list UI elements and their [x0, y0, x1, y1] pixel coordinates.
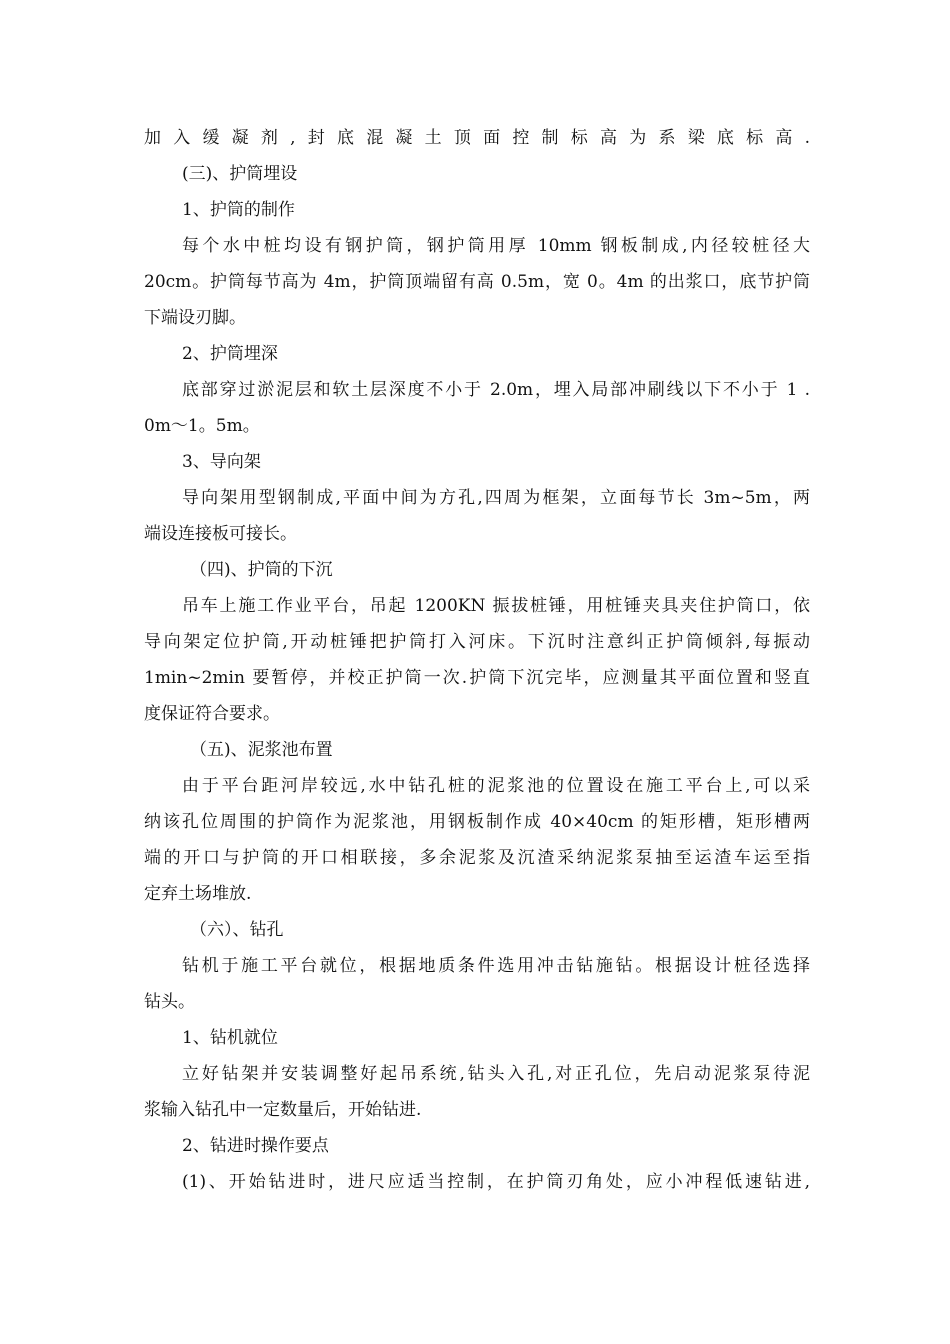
body-text-line: 端的开口与护筒的开口相联接，多余泥浆及沉渣采纳泥浆泵抽至运渣车运至指 — [144, 848, 810, 868]
body-text-line: 下端设刃脚。 — [144, 308, 246, 328]
subsection-heading: 1、钻机就位 — [182, 1028, 278, 1048]
body-text-line: 浆输入钻孔中一定数量后，开始钻进. — [144, 1100, 422, 1120]
body-text-line: 加入缓凝剂,封底混凝土顶面控制标高为系梁底标高. — [144, 128, 810, 148]
body-text-line: 1min~2min 要暂停，并校正护筒一次.护筒下沉完毕，应测量其平面位置和竖直 — [144, 668, 810, 688]
body-text-line: 钻头。 — [144, 992, 195, 1012]
body-text-line: 底部穿过淤泥层和软土层深度不小于 2.0m，埋入局部冲刷线以下不小于 1 . — [182, 380, 810, 400]
body-text-line: 导向架用型钢制成,平面中间为方孔,四周为框架，立面每节长 3m~5m，两 — [182, 488, 810, 508]
section-heading: （五)、泥浆池布置 — [190, 740, 333, 760]
body-text-line: 吊车上施工作业平台，吊起 1200KN 振拔桩锤，用桩锤夹具夹住护筒口，依 — [182, 596, 810, 616]
section-heading: (三)、护筒埋设 — [182, 164, 298, 184]
body-text-line: (1)、开始钻进时，进尺应适当控制，在护筒刃角处，应小冲程低速钻进, — [182, 1172, 810, 1192]
body-text-line: 立好钻架并安装调整好起吊系统,钻头入孔,对正孔位，先启动泥浆泵待泥 — [182, 1064, 810, 1084]
subsection-heading: 1、护筒的制作 — [182, 200, 295, 220]
subsection-heading: 2、护筒埋深 — [182, 344, 278, 364]
body-text-line: 导向架定位护筒,开动桩锤把护筒打入河床。下沉时注意纠正护筒倾斜,每振动 — [144, 632, 810, 652]
body-text-line: 0m～1。5m。 — [144, 416, 260, 436]
body-text-line: 定弃土场堆放. — [144, 884, 252, 904]
body-text-line: 由于平台距河岸较远,水中钻孔桩的泥浆池的位置设在施工平台上,可以采 — [182, 776, 810, 796]
body-text-line: 每个水中桩均设有钢护筒，钢护筒用厚 10mm 钢板制成,内径较桩径大 — [182, 236, 810, 256]
subsection-heading: 3、导向架 — [182, 452, 261, 472]
body-text-line: 纳该孔位周围的护筒作为泥浆池，用钢板制作成 40×40cm 的矩形槽，矩形槽两 — [144, 812, 810, 832]
subsection-heading: 2、钻进时操作要点 — [182, 1136, 329, 1156]
body-text-line: 度保证符合要求。 — [144, 704, 280, 724]
section-heading: （六）、钻孔 — [190, 920, 284, 940]
section-heading: （四)、护筒的下沉 — [190, 560, 333, 580]
body-text-line: 端设连接板可接长。 — [144, 524, 297, 544]
body-text-line: 钻机于施工平台就位，根据地质条件选用冲击钻施钻。根据设计桩径选择 — [182, 956, 810, 976]
body-text-line: 20cm。护筒每节高为 4m，护筒顶端留有高 0.5m，宽 0。4m 的出浆口，底节护筒 — [144, 272, 810, 292]
